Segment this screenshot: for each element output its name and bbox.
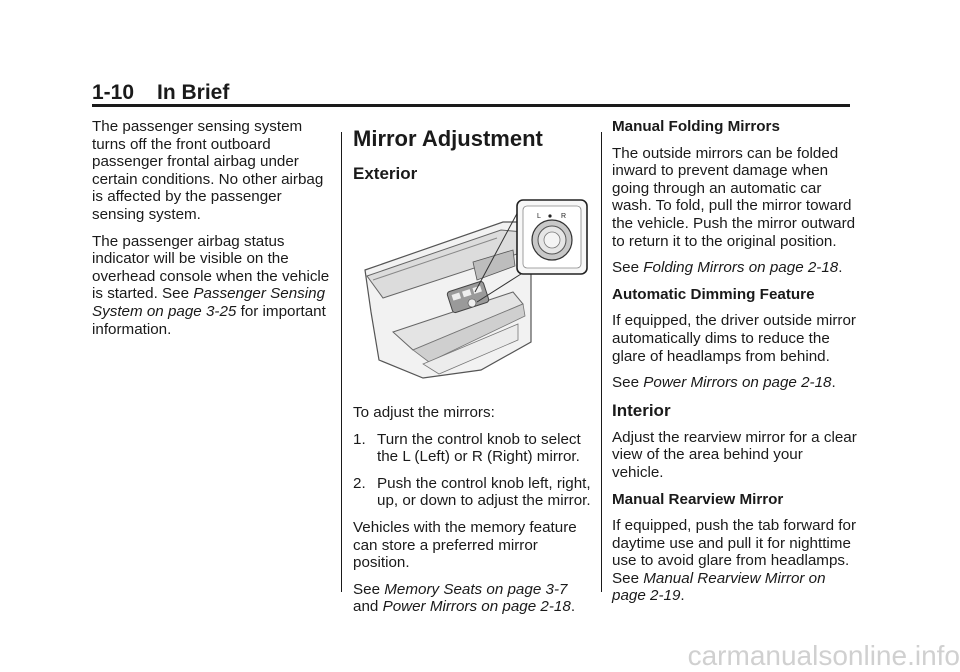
door-panel-svg: [353, 192, 593, 392]
manual-rearview-link[interactable]: Manual Rearview Mirror on page 2-19: [612, 569, 826, 605]
interior-heading: Interior: [612, 400, 671, 420]
step-item: [353, 431, 593, 466]
adjust-intro: To adjust the mirrors:: [353, 404, 495, 421]
folding-see-paragraph: [612, 259, 857, 277]
power-mirrors-link[interactable]: Power Mirrors on page 2-18: [382, 598, 571, 616]
column-1: [92, 118, 332, 347]
column-divider-1: [341, 132, 342, 592]
see-end: .: [680, 587, 685, 605]
auto-dimming-heading: Automatic Dimming Feature: [612, 285, 815, 303]
step-text: Push the control knob left, right, up, or down to adjust the mirror.: [377, 474, 591, 510]
see-prefix: See: [353, 580, 385, 598]
door-mirror-control-illustration: [353, 192, 593, 392]
see-and: and: [353, 598, 383, 616]
airbag-status-text: The passenger airbag status indicator will be visible on the overhead console when the vehicle is started. See: [92, 232, 330, 303]
auto-dimming-text: If equipped, the driver outside mirror automatically dims to reduce the glare of headlamps from behind.: [612, 312, 856, 365]
exterior-heading: Exterior: [353, 164, 418, 183]
step-number: 2.: [353, 474, 366, 492]
airbag-status-paragraph: [92, 233, 332, 339]
step-item: [353, 475, 593, 510]
adjust-steps-list: [353, 431, 593, 510]
step-number: 1.: [353, 430, 366, 448]
memory-feature-paragraph: Vehicles with the memory feature can store a preferred mirror position.: [353, 518, 577, 572]
interior-text: Adjust the rearview mirror for a clear view of the area behind your vehicle.: [612, 428, 857, 481]
memory-seats-link[interactable]: Memory Seats on page 3-7: [384, 580, 568, 598]
see-end: .: [838, 259, 843, 277]
section-title: Mirror Adjustment: [353, 126, 543, 151]
knob-label-right: R: [561, 213, 567, 220]
folding-mirrors-heading: Manual Folding Mirrors: [612, 118, 780, 135]
airbag-status-tail: for important information.: [92, 302, 326, 338]
memory-see-paragraph: [353, 581, 593, 616]
step-text: Turn the control knob to select the L (Left) or R (Right) mirror.: [377, 430, 581, 466]
folding-mirrors-link[interactable]: Folding Mirrors on page 2-18: [643, 259, 839, 277]
see-end: .: [831, 374, 836, 392]
passenger-sensing-link[interactable]: Passenger Sensing System on page 3-25: [92, 285, 326, 320]
see-prefix: See: [612, 374, 644, 392]
manual-rearview-text: If equipped, push the tab forward for daytime use and pull it for nighttime use to avoid glare from headlamps. See: [612, 517, 857, 587]
watermark: carmanualsonline.info: [687, 640, 960, 671]
column-2: [353, 118, 593, 625]
chapter-title: In Brief: [157, 81, 230, 104]
power-mirrors-link[interactable]: Power Mirrors on page 2-18: [643, 374, 832, 392]
column-3: [612, 118, 857, 614]
knob-label-left: L: [537, 213, 541, 220]
page-header: [92, 82, 850, 104]
passenger-sensing-paragraph: The passenger sensing system turns off the front outboard passenger frontal airbag under certain conditions. No other airbag is affected by the passenger sensing system.: [92, 118, 324, 223]
dimming-see-paragraph: [612, 374, 857, 392]
column-divider-2: [601, 132, 602, 592]
see-end: .: [570, 598, 576, 616]
see-prefix: See: [612, 259, 644, 277]
folding-mirrors-text: The outside mirrors can be folded inward to prevent damage when going through an automatic car wash. To fold, pull the mirror toward the vehicle. Push the mirror outward to return it to the original position.: [612, 144, 856, 250]
manual-rearview-heading: Manual Rearview Mirror: [612, 490, 784, 508]
manual-rearview-paragraph: [612, 517, 857, 605]
page-number: 1-10: [92, 81, 135, 104]
header-rule: [92, 104, 850, 107]
